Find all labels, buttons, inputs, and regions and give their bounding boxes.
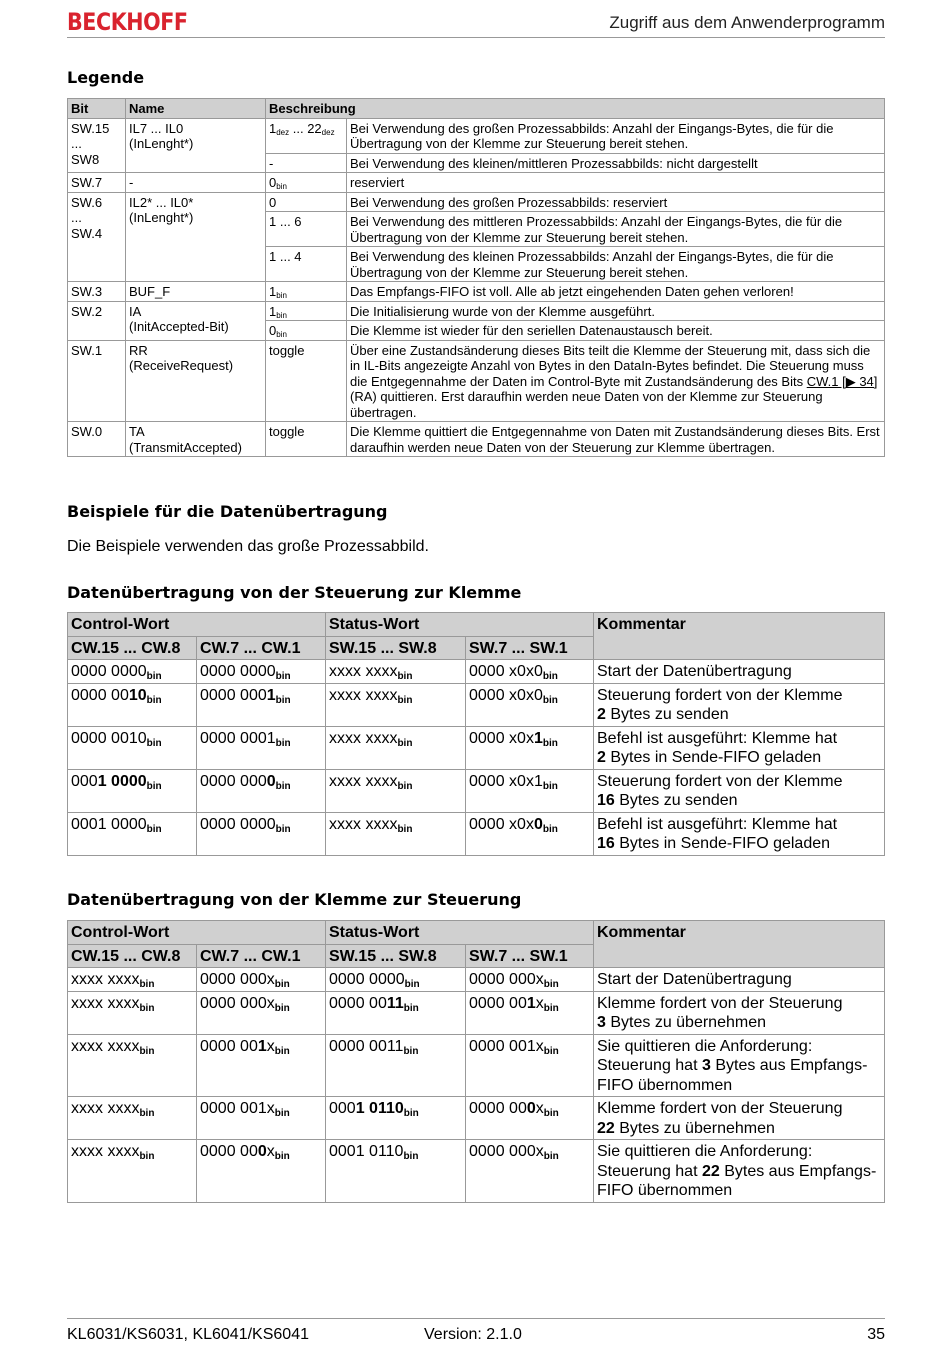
legend-row <box>68 192 885 212</box>
comment-header: Kommentar <box>594 613 885 660</box>
header-divider <box>67 37 885 38</box>
bit-cell: SW.15 ... SW8 <box>68 118 126 173</box>
word-value-cell: xxxx xxxx$_{bin}$ <box>68 968 197 992</box>
desc-cell: Das Empfangs-FIFO ist voll. Alle ab jetzt eingehenden Daten gehen verloren! <box>347 282 885 302</box>
desc-cell: Bei Verwendung des kleinen Prozessabbilds: Anzahl der Eingangs-Bytes, die für die Übertragung von der Klemme zur Steuerung bereit stehen. <box>347 247 885 282</box>
word-value-cell: 0000 $x0x1_{bin}$ <box>466 726 594 769</box>
name-cell: IL7 ... IL0 (InLenght*) <box>126 118 266 173</box>
group-header-row <box>68 921 885 945</box>
value-cell: $1_{bin}$ <box>266 282 347 302</box>
status-word-header: Status-Wort <box>326 921 594 945</box>
word-value-cell: 0000 $0010_{bin}$ <box>68 683 197 726</box>
word-value-cell: 0000 $x0x1_{bin}$ <box>466 769 594 812</box>
examples-heading: Beispiele für die Datenübertragung <box>67 502 388 521</box>
comment-cell: Befehl ist ausgeführt: Klemme hat 16 Bytes in Sende-FIFO geladen <box>594 812 885 855</box>
word-value-cell: 0000 $0001_{bin}$ <box>197 726 326 769</box>
desc-cell: reserviert <box>347 173 885 193</box>
word-value-cell: 0000 $0000_{bin}$ <box>197 769 326 812</box>
bit-range-header: SW.7 ... SW.1 <box>466 944 594 968</box>
comment-header: Kommentar <box>594 921 885 968</box>
word-value-cell: 0001 $0000_{bin}$ <box>68 812 197 855</box>
value-cell: $1_{bin}$ <box>266 301 347 321</box>
bit-cell: SW.6 ... SW.4 <box>68 192 126 282</box>
value-cell: toggle <box>266 422 347 457</box>
word-value-cell: 0000 $x0x0_{bin}$ <box>466 812 594 855</box>
control-word-header: Control-Wort <box>68 921 326 945</box>
word-value-cell: 0000 $000x_{bin}$ <box>197 991 326 1034</box>
bit-range-header: CW.7 ... CW.1 <box>197 944 326 968</box>
bit-cell: SW.3 <box>68 282 126 302</box>
footer-divider <box>67 1318 885 1319</box>
word-value-cell: 0000 $x0x0_{bin}$ <box>466 660 594 684</box>
legend-table <box>67 98 885 457</box>
comment-cell: Klemme fordert von der Steuerung 3 Bytes zu übernehmen <box>594 991 885 1034</box>
word-value-cell: 0000 $000x_{bin}$ <box>466 1097 594 1140</box>
legend-row <box>68 422 885 457</box>
comment-cell: Sie quittieren die Anforderung: Steuerung hat 3 Bytes aus Empfangs-FIFO übernommen <box>594 1034 885 1097</box>
legend-row <box>68 282 885 302</box>
header-title: Zugriff aus dem Anwenderprogramm <box>609 13 885 32</box>
status-word-header: Status-Wort <box>326 613 594 637</box>
legend-header-row <box>68 99 885 119</box>
word-value-cell: xxxx xxxx$_{bin}$ <box>326 769 466 812</box>
word-value-cell: xxxx xxxx$_{bin}$ <box>326 683 466 726</box>
table-row <box>68 726 885 769</box>
bit-cell: SW.1 <box>68 340 126 422</box>
word-value-cell: xxxx xxxx$_{bin}$ <box>326 812 466 855</box>
legend-row <box>68 301 885 321</box>
bit-cell: SW.7 <box>68 173 126 193</box>
legend-row <box>68 118 885 153</box>
word-value-cell: 0000 $001x_{bin}$ <box>466 991 594 1034</box>
word-value-cell: 0000 $000x_{bin}$ <box>197 1140 326 1203</box>
desc-cell: Über eine Zustandsänderung dieses Bits teilt die Klemme der Steuerung mit, dass sich die in IL-Bits angezeigte Anzahl von Bytes in den DataIn-Bytes befindet. Die Steuerung muss die Entgegennahme der Daten im Control-Byte mit Zustandsänderung des Bits CW.1 [▶ 34] (RA) quittieren. Erst daraufhin werden neue Daten von der Klemme zur Steuerung übertragen. <box>347 340 885 422</box>
word-value-cell: 0001 $0110_{bin}$ <box>326 1140 466 1203</box>
legend-heading: Legende <box>67 68 145 87</box>
legend-row <box>68 340 885 422</box>
word-value-cell: 0000 $0000_{bin}$ <box>197 812 326 855</box>
transfer2-table <box>67 920 885 1203</box>
table-row <box>68 1140 885 1203</box>
value-cell: 1 ... 6 <box>266 212 347 247</box>
comment-cell: Start der Datenübertragung <box>594 660 885 684</box>
table-row <box>68 1097 885 1140</box>
name-cell: IA (InitAccepted-Bit) <box>126 301 266 340</box>
word-value-cell: xxxx xxxx$_{bin}$ <box>326 726 466 769</box>
comment-cell: Steuerung fordert von der Klemme 2 Bytes zu senden <box>594 683 885 726</box>
bit-cell: SW.2 <box>68 301 126 340</box>
desc-cell: Die Klemme quittiert die Entgegennahme von Daten mit Zustandsänderung dieses Bits. Erst daraufhin werden neue Daten von der Steuerung zur Klemme übertragen. <box>347 422 885 457</box>
desc-cell: Bei Verwendung des großen Prozessabbilds: reserviert <box>347 192 885 212</box>
word-value-cell: 0001 $0110_{bin}$ <box>326 1097 466 1140</box>
word-value-cell: 0000 $001x_{bin}$ <box>197 1097 326 1140</box>
value-cell: $1_{dez}$ ... $22_{dez}$ <box>266 118 347 153</box>
legend-col-desc: Beschreibung <box>266 99 885 119</box>
name-cell: BUF_F <box>126 282 266 302</box>
word-value-cell: 0001 $0000_{bin}$ <box>68 769 197 812</box>
word-value-cell: 0000 $0010_{bin}$ <box>68 726 197 769</box>
table-row <box>68 991 885 1034</box>
group-header-row <box>68 613 885 637</box>
bit-cell: SW.0 <box>68 422 126 457</box>
examples-text: Die Beispiele verwenden das große Prozessabbild. <box>67 538 429 555</box>
table-row <box>68 812 885 855</box>
table-row <box>68 660 885 684</box>
bit-range-header: CW.7 ... CW.1 <box>197 636 326 660</box>
control-word-header: Control-Wort <box>68 613 326 637</box>
comment-cell: Sie quittieren die Anforderung: Steuerung hat 22 Bytes aus Empfangs-FIFO übernommen <box>594 1140 885 1203</box>
word-value-cell: 0000 $0011_{bin}$ <box>326 991 466 1034</box>
value-cell: - <box>266 153 347 173</box>
name-cell: RR (ReceiveRequest) <box>126 340 266 422</box>
word-value-cell: 0000 $001x_{bin}$ <box>197 1034 326 1097</box>
footer-product: KL6031/KS6031, KL6041/KS6041 <box>67 1326 309 1343</box>
table-row <box>68 1034 885 1097</box>
word-value-cell: xxxx xxxx$_{bin}$ <box>68 991 197 1034</box>
word-value-cell: xxxx xxxx$_{bin}$ <box>68 1140 197 1203</box>
beckhoff-logo: BECKHOFF <box>67 8 188 36</box>
word-value-cell: 0000 $0011_{bin}$ <box>326 1034 466 1097</box>
value-cell: $0_{bin}$ <box>266 173 347 193</box>
bit-range-header: SW.15 ... SW.8 <box>326 636 466 660</box>
desc-cell: Bei Verwendung des kleinen/mittleren Prozessabbilds: nicht dargestellt <box>347 153 885 173</box>
table-row <box>68 769 885 812</box>
word-value-cell: 0000 $0001_{bin}$ <box>197 683 326 726</box>
word-value-cell: 0000 $0000_{bin}$ <box>197 660 326 684</box>
comment-cell: Steuerung fordert von der Klemme 16 Bytes zu senden <box>594 769 885 812</box>
desc-cell: Bei Verwendung des großen Prozessabbilds: Anzahl der Eingangs-Bytes, die für die Übertragung von der Klemme zur Steuerung bereit stehen. <box>347 118 885 153</box>
bit-range-header: SW.7 ... SW.1 <box>466 636 594 660</box>
name-cell: - <box>126 173 266 193</box>
value-cell: 0 <box>266 192 347 212</box>
transfer1-heading: Datenübertragung von der Steuerung zur Klemme <box>67 583 522 602</box>
word-value-cell: xxxx xxxx$_{bin}$ <box>68 1097 197 1140</box>
table-row <box>68 683 885 726</box>
value-cell: toggle <box>266 340 347 422</box>
comment-cell: Klemme fordert von der Steuerung 22 Bytes zu übernehmen <box>594 1097 885 1140</box>
desc-cell: Bei Verwendung des mittleren Prozessabbilds: Anzahl der Eingangs-Bytes, die für die Übertragung von der Klemme zur Steuerung bereit stehen. <box>347 212 885 247</box>
footer-page-number: 35 <box>867 1326 885 1343</box>
word-value-cell: 0000 $001x_{bin}$ <box>466 1034 594 1097</box>
word-value-cell: 0000 $000x_{bin}$ <box>197 968 326 992</box>
transfer2-heading: Datenübertragung von der Klemme zur Steuerung <box>67 890 522 909</box>
transfer1-table <box>67 612 885 856</box>
name-cell: IL2* ... IL0* (InLenght*) <box>126 192 266 282</box>
comment-cell: Start der Datenübertragung <box>594 968 885 992</box>
legend-col-bit: Bit <box>68 99 126 119</box>
word-value-cell: 0000 $0000_{bin}$ <box>326 968 466 992</box>
word-value-cell: 0000 $000x_{bin}$ <box>466 968 594 992</box>
desc-cell: Die Initialisierung wurde von der Klemme ausgeführt. <box>347 301 885 321</box>
legend-col-name: Name <box>126 99 266 119</box>
footer-version: Version: 2.1.0 <box>424 1326 522 1343</box>
bit-range-header: CW.15 ... CW.8 <box>68 944 197 968</box>
value-cell: $0_{bin}$ <box>266 321 347 341</box>
word-value-cell: 0000 $000x_{bin}$ <box>466 1140 594 1203</box>
name-cell: TA (TransmitAccepted) <box>126 422 266 457</box>
word-value-cell: 0000 $x0x0_{bin}$ <box>466 683 594 726</box>
bit-range-header: SW.15 ... SW.8 <box>326 944 466 968</box>
word-value-cell: xxxx xxxx$_{bin}$ <box>68 1034 197 1097</box>
table-row <box>68 968 885 992</box>
bit-range-header: CW.15 ... CW.8 <box>68 636 197 660</box>
cw1-link[interactable]: CW.1 [▶ 34] <box>806 373 878 389</box>
word-value-cell: 0000 $0000_{bin}$ <box>68 660 197 684</box>
desc-cell: Die Klemme ist wieder für den seriellen Datenaustausch bereit. <box>347 321 885 341</box>
value-cell: 1 ... 4 <box>266 247 347 282</box>
word-value-cell: xxxx xxxx$_{bin}$ <box>326 660 466 684</box>
comment-cell: Befehl ist ausgeführt: Klemme hat 2 Bytes in Sende-FIFO geladen <box>594 726 885 769</box>
legend-row <box>68 173 885 193</box>
